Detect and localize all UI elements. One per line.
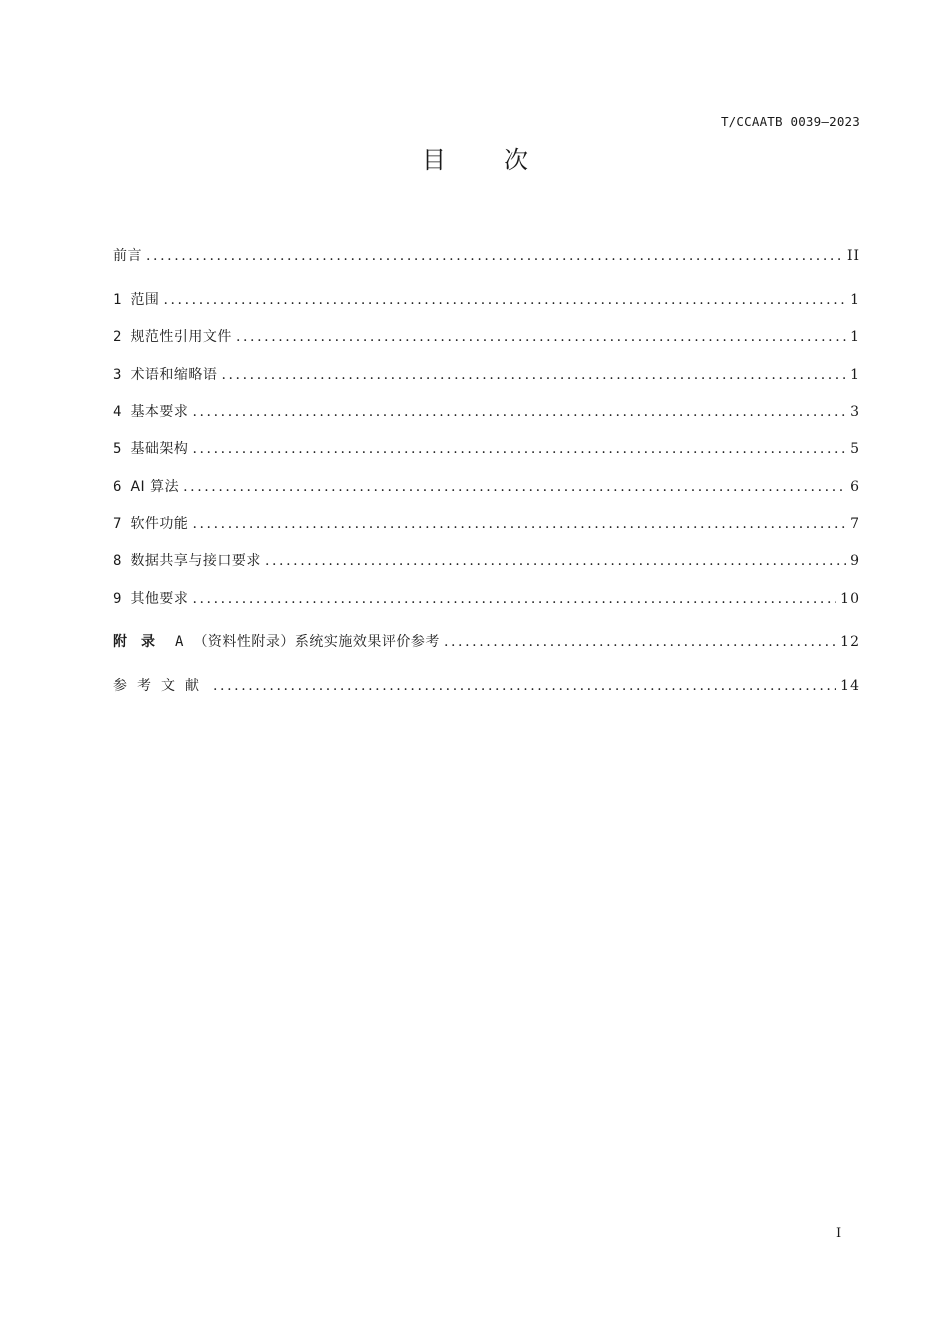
toc-page: II xyxy=(846,248,860,264)
toc-label: 基础架构 xyxy=(130,441,189,457)
toc-page: 3 xyxy=(850,404,860,420)
toc-row-item[interactable] xyxy=(113,402,860,422)
toc-leader xyxy=(192,402,846,422)
toc-label: （资料性附录）系统实施效果评价参考 xyxy=(193,634,440,650)
toc-leader xyxy=(265,551,846,571)
toc-row-foreword[interactable] xyxy=(113,246,860,266)
toc-leader xyxy=(192,439,846,459)
toc-leader xyxy=(221,365,846,385)
toc-leader xyxy=(192,514,846,534)
toc-page: 10 xyxy=(840,591,860,607)
toc-number: 3 xyxy=(113,367,122,383)
toc-number: 4 xyxy=(113,404,122,420)
toc-leader xyxy=(192,589,836,609)
toc-row-item[interactable] xyxy=(113,290,860,310)
toc-number: 6 xyxy=(113,479,122,495)
toc-number: 9 xyxy=(113,591,122,607)
toc-label: AI 算法 xyxy=(130,479,180,495)
toc-leader xyxy=(213,676,836,696)
toc-page: 1 xyxy=(850,292,860,308)
toc-page: 5 xyxy=(850,441,860,457)
toc-row-item[interactable] xyxy=(113,439,860,459)
toc-label: 范围 xyxy=(130,292,160,308)
toc-leader xyxy=(444,632,836,652)
toc-leader xyxy=(183,477,846,497)
toc-row-item[interactable] xyxy=(113,477,860,497)
toc-row-item[interactable] xyxy=(113,327,860,347)
toc-leader xyxy=(163,290,846,310)
toc-page: 9 xyxy=(850,553,860,569)
toc-label: 软件功能 xyxy=(130,516,189,532)
document-code: T/CCAATB 0039—2023 xyxy=(720,114,860,129)
toc-label: 前言 xyxy=(113,248,142,264)
toc-number: 2 xyxy=(113,329,122,345)
toc-number: 7 xyxy=(113,516,122,532)
toc-label: 规范性引用文件 xyxy=(130,329,232,345)
appendix-prefix: 附录 xyxy=(113,634,169,650)
toc-page: 1 xyxy=(850,329,860,345)
toc-label: 数据共享与接口要求 xyxy=(130,553,261,569)
toc-page: 12 xyxy=(840,634,860,650)
page-title: 目次 xyxy=(422,146,586,174)
toc-page: 7 xyxy=(850,516,860,532)
toc-number: 5 xyxy=(113,441,122,457)
toc-row-item[interactable] xyxy=(113,365,860,385)
toc-page: 14 xyxy=(840,678,860,694)
toc-label: 基本要求 xyxy=(130,404,189,420)
toc-row-item[interactable] xyxy=(113,551,860,571)
page-number: I xyxy=(836,1226,842,1241)
toc-number: 1 xyxy=(113,292,122,308)
toc-page: 1 xyxy=(850,367,860,383)
toc-page: 6 xyxy=(850,479,860,495)
toc-row-item[interactable] xyxy=(113,514,860,534)
toc-label: 参考文献 xyxy=(113,678,209,694)
toc-label: 其他要求 xyxy=(130,591,189,607)
toc-label: 术语和缩略语 xyxy=(130,367,218,383)
toc-number: 8 xyxy=(113,553,122,569)
toc-leader xyxy=(236,327,846,347)
toc-row-references[interactable] xyxy=(113,676,860,696)
toc-row-item[interactable] xyxy=(113,589,860,609)
appendix-letter: A xyxy=(175,634,184,650)
toc-leader xyxy=(146,246,843,266)
toc-row-appendix[interactable] xyxy=(113,632,860,652)
